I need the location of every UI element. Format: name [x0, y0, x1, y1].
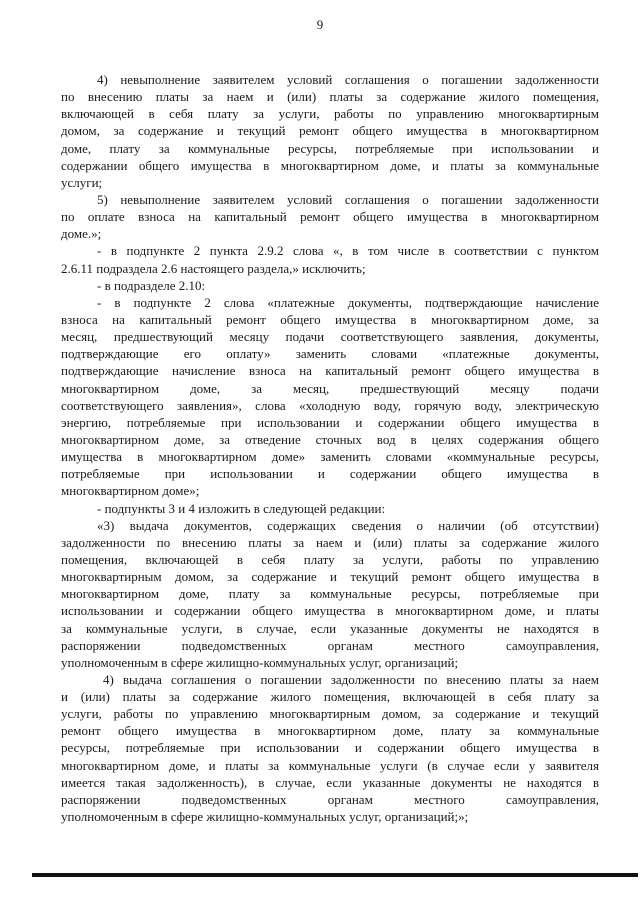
text-line: - подпункты 3 и 4 изложить в следующей редакции: — [97, 500, 386, 516]
text-line: ресурсы, потребляемые при использовании и содержании общего имущества в — [61, 740, 599, 756]
text-line: домом, за содержание и текущий ремонт общего имущества в многоквартирном — [61, 123, 599, 139]
text-line: уполномоченным в сфере жилищно-коммунальных услуг, организаций;»; — [61, 809, 469, 825]
text-line: доме.»; — [61, 226, 102, 242]
text-line: задолженности по внесению платы за наем и (или) платы за содержание жилого — [61, 534, 599, 550]
text-line: - в подпункте 2 слова «платежные документы, подтверждающие начисление — [97, 294, 599, 310]
text-line: имущества в многоквартирном доме» заменить словами «коммунальные ресурсы, — [61, 449, 599, 465]
text-line: за коммунальные услуги, в случае, если указанные документы не находятся в — [61, 620, 599, 636]
text-line: содержании общего имущества в многоквартирном доме, и платы за коммунальные — [61, 157, 599, 173]
text-line: подтверждающие начисление взноса на капитальный ремонт общего имущества в — [61, 363, 599, 379]
text-line: многоквартирном доме, и платы за коммунальные услуги (в случае если у заявителя — [61, 757, 599, 773]
text-line: и (или) платы за содержание жилого помещения, включающей в себя плату за — [61, 689, 599, 705]
text-line: подтверждающие его оплату» заменить словами «платежные документы, — [61, 346, 599, 362]
page-number: 9 — [316, 17, 324, 32]
text-line: многоквартирном доме, за месяц, предшествующий месяцу подачи — [61, 380, 599, 396]
text-line: месяц, предшествующий месяцу подачи соответствующего заявления, документы, — [61, 329, 599, 345]
text-line: распоряжении подведомственных органам местного самоуправления, — [61, 791, 599, 807]
text-line: потребляемые при использовании и содержании общего имущества в — [61, 466, 599, 482]
text-line: помещения, включающей в себя плату за услуги, работы по управлению — [61, 551, 599, 567]
text-line: 4) невыполнение заявителем условий соглашения о погашении задолженности — [97, 72, 599, 87]
text-line: по внесению платы за наем и (или) платы за содержание жилого помещения, — [61, 89, 599, 105]
text-line: услуги, работы по управлению многоквартирным домом, за содержание и текущий — [61, 706, 599, 722]
text-line: ремонт общего имущества в многоквартирном доме, плату за коммунальные — [61, 723, 599, 739]
text-line: распоряжении подведомственных органам местного самоуправления, — [61, 637, 599, 653]
document-body — [61, 71, 599, 825]
bottom-rule — [32, 873, 638, 877]
text-line: услуги; — [61, 174, 103, 190]
text-line: энергию, потребляемые при использовании и содержании общего имущества в — [61, 414, 599, 430]
text-line: многоквартирном доме, плату за коммунальные ресурсы, потребляемые при — [61, 586, 599, 602]
text-line: использовании и содержании общего имущества в многоквартирном доме, и платы — [61, 603, 599, 619]
text-line: соответствующего заявления», слова «холодную воду, горячую воду, электрическую — [61, 397, 599, 413]
text-line: 2.6.11 подраздела 2.6 настоящего раздела,» исключить; — [61, 260, 366, 276]
text-line: взноса на капитальный ремонт общего имущества в многоквартирном доме, за — [61, 311, 599, 327]
text-line: - в подразделе 2.10: — [97, 277, 206, 293]
text-line: - в подпункте 2 пункта 2.9.2 слова «, в том числе в соответствии с пунктом — [97, 243, 599, 259]
text-line: многоквартирным домом, за содержание и текущий ремонт общего имущества в — [61, 569, 599, 585]
text-line: 5) невыполнение заявителем условий соглашения о погашении задолженности — [97, 191, 599, 207]
text-line: многоквартирном доме, за отведение сточных вод в целях содержания общего — [61, 431, 599, 447]
text-line: доме, плату за коммунальные ресурсы, потребляемые при использовании и — [61, 140, 599, 156]
text-line: имеется такая задолженность), в случае, если указанные документы не находятся в — [61, 774, 599, 790]
text-line: многоквартирном доме»; — [61, 483, 200, 499]
text-line: включающей в себя плату за услуги, работы по управлению многоквартирным — [61, 106, 599, 122]
text-line: по оплате взноса на капитальный ремонт общего имущества в многоквартирном — [61, 209, 599, 225]
text-line: уполномоченным в сфере жилищно-коммунальных услуг, организаций; — [61, 654, 459, 670]
text-line: «3) выдача документов, содержащих сведения о наличии (об отсутствии) — [97, 517, 599, 533]
text-line: 4) выдача соглашения о погашении задолженности по внесению платы за наем — [103, 671, 599, 687]
